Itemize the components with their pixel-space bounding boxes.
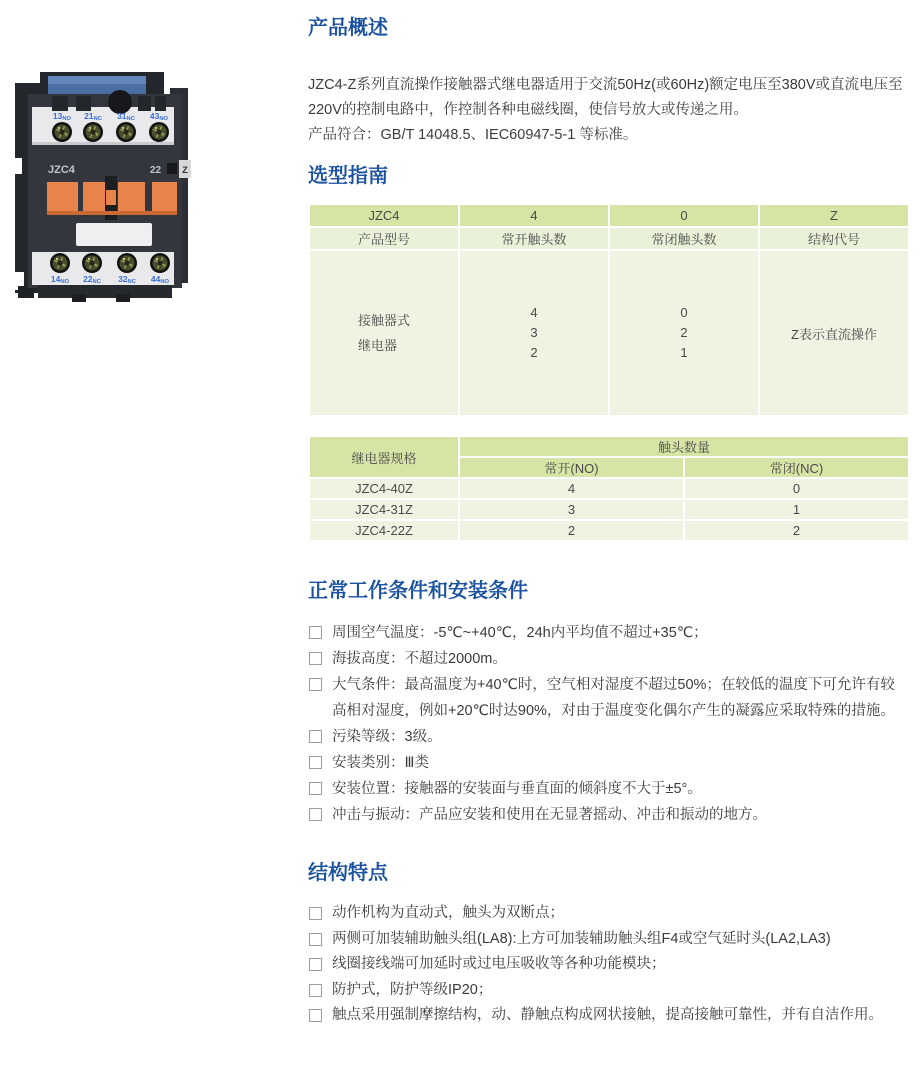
section-heading-selection-guide: 选型指南 [308, 165, 388, 187]
tab [138, 96, 151, 111]
checkbox-icon [309, 652, 322, 665]
list-item [308, 802, 908, 828]
checkbox-icon [309, 1009, 322, 1022]
table-cell: JZC4-22Z [309, 520, 459, 541]
list-item [308, 646, 908, 672]
list-item [308, 750, 908, 776]
section-heading-conditions: 正常工作条件和安装条件 [308, 580, 528, 602]
checkbox-icon [309, 756, 322, 769]
no-option: 2 [530, 345, 538, 360]
checkbox-icon [309, 933, 322, 946]
checkbox-icon [309, 958, 322, 971]
table-cell: 常开触头数 [459, 227, 609, 250]
base-tab [72, 294, 86, 302]
variant-label: 22 [150, 165, 162, 176]
list-item [308, 672, 908, 724]
table-cell: 4 [459, 204, 609, 227]
table-cell: 3 [459, 499, 684, 520]
terminal-label: 22NC [83, 274, 101, 285]
nc-option: 2 [680, 325, 688, 340]
table-cell: 产品型号 [309, 227, 459, 250]
table-cell: 触头数量 [459, 436, 909, 457]
checkbox-icon [309, 626, 322, 639]
list-item-text: 两侧可加装辅助触头组(LA8):上方可加装辅助触头组F4或空气延时头(LA2,LA3) [332, 930, 831, 947]
table-cell: 2 [684, 520, 909, 541]
contact-spec-table [308, 435, 910, 542]
table-row [309, 227, 909, 250]
base-tab [116, 294, 130, 302]
list-item-text: 触点采用强制摩擦结构，动、静触点构成网状接触，提高接触可靠性，并有自洁作用。 [332, 1007, 883, 1023]
band-shadow [32, 142, 174, 145]
list-item-text: 污染等级：3级。 [332, 729, 442, 745]
table-cell: 4 [459, 478, 684, 499]
table-cell [459, 250, 609, 416]
list-item-text: 周围空气温度：-5℃~+40℃，24h内平均值不超过+35℃； [332, 625, 708, 641]
table-cell: Z [759, 204, 909, 227]
actuator-center [106, 190, 116, 205]
table-cell: 继电器规格 [309, 436, 459, 478]
table-row [309, 520, 909, 541]
section-heading-features: 结构特点 [308, 862, 388, 884]
screw-icon [82, 253, 102, 273]
code-window [167, 163, 177, 174]
table-cell: 2 [459, 520, 684, 541]
terminal-label: 21NC [84, 111, 102, 122]
table-row [309, 499, 909, 520]
coil-cap-highlight [48, 76, 146, 84]
main-content [308, 0, 908, 1029]
table-cell: 0 [684, 478, 909, 499]
no-option: 4 [530, 305, 538, 320]
checkbox-icon [309, 984, 322, 997]
checkbox-icon [309, 782, 322, 795]
nc-option: 1 [680, 345, 688, 360]
code-label: Z [182, 165, 188, 175]
list-item [308, 776, 908, 802]
list-item-text: 线圈接线端可加延时或过电压吸收等各种功能模块； [332, 956, 666, 972]
table-cell: 常闭触头数 [609, 227, 759, 250]
table-cell: 0 [609, 204, 759, 227]
table-cell: 常闭(NC) [684, 457, 909, 478]
checkbox-icon [309, 730, 322, 743]
relay-type-line: 继电器 [357, 338, 397, 353]
model-composition-table [308, 203, 910, 417]
list-item-text: 海拔高度：不超过2000m。 [332, 651, 507, 667]
terminal-label: 31NC [117, 111, 135, 122]
screw-icon [50, 253, 70, 273]
terminal-label: 13NO [52, 111, 72, 122]
table-cell: JZC4-31Z [309, 499, 459, 520]
table-cell [309, 250, 459, 416]
terminal-label: 44NO [150, 274, 170, 285]
screw-icon [117, 253, 137, 273]
overview-paragraph [308, 73, 908, 148]
list-item-text: 安装类别：Ⅲ类 [332, 755, 429, 771]
screw-icon [83, 122, 103, 142]
table-row [309, 250, 909, 416]
nc-option: 0 [680, 305, 688, 320]
terminal-label: 32NC [118, 274, 136, 285]
list-item [308, 620, 908, 646]
tab [52, 96, 68, 111]
screw-icon [150, 253, 170, 273]
section-heading-overview: 产品概述 [308, 17, 388, 39]
table-cell: JZC4-40Z [309, 478, 459, 499]
tab [76, 96, 91, 111]
conditions-list [308, 620, 908, 828]
list-item [308, 901, 908, 927]
actuator-button [118, 182, 145, 215]
list-item [308, 724, 908, 750]
actuator-button [152, 182, 177, 215]
list-item-text: 动作机构为直动式，触头为双断点； [332, 905, 564, 921]
table-cell: Z表示直流操作 [759, 250, 909, 416]
model-label: JZC4 [48, 164, 75, 176]
table-cell: JZC4 [309, 204, 459, 227]
overview-body-text: JZC4-Z系列直流操作接触器式继电器适用于交流50Hz(或60Hz)额定电压至380V或直流电压至220V的控制电路中，作控制各种电磁线圈，使信号放大或传递之用。 [308, 77, 903, 118]
checkbox-icon [309, 678, 322, 691]
list-item [308, 952, 908, 978]
device-base [38, 285, 172, 298]
actuator-shade [47, 211, 177, 215]
terminal-label: 14NO [50, 274, 70, 285]
table-cell: 结构代号 [759, 227, 909, 250]
list-item-text: 安装位置：接触器的安装面与垂直面的倾斜度不大于±5°。 [332, 781, 702, 797]
overview-standards-text: 产品符合：GB/T 14048.5、IEC60947-5-1 等标准。 [308, 127, 638, 143]
nameplate [76, 223, 152, 246]
product-photo [12, 58, 197, 303]
screw-icon [149, 122, 169, 142]
actuator-button [47, 182, 78, 215]
list-item [308, 978, 908, 1004]
terminal-label: 43NO [149, 111, 169, 122]
list-item-text: 冲击与振动：产品应安装和使用在无显著摇动、冲击和振动的地方。 [332, 807, 767, 823]
features-list [308, 901, 908, 1029]
list-item [308, 1003, 908, 1029]
list-item [308, 927, 908, 953]
contactor-illustration [12, 58, 197, 303]
table-row [309, 436, 909, 457]
tab [155, 96, 166, 111]
table-row [309, 478, 909, 499]
table-cell: 常开(NO) [459, 457, 684, 478]
relay-type-line: 接触器式 [357, 313, 410, 328]
rail-notch [13, 158, 22, 174]
screw-icon [116, 122, 136, 142]
screw-icon [52, 122, 72, 142]
list-item-text: 大气条件：最高温度为+40℃时，空气相对湿度不超过50%；在较低的温度下可允许有较高相对湿度，例如+20℃时达90%，对由于温度变化偶尔产生的凝露应采取特殊的措施。 [332, 677, 895, 719]
table-cell: 1 [684, 499, 909, 520]
checkbox-icon [309, 808, 322, 821]
list-item-text: 防护式，防护等级IP20； [332, 981, 493, 998]
table-row [309, 204, 909, 227]
table-cell [609, 250, 759, 416]
actuator-button [83, 182, 107, 215]
checkbox-icon [309, 907, 322, 920]
no-option: 3 [530, 325, 538, 340]
